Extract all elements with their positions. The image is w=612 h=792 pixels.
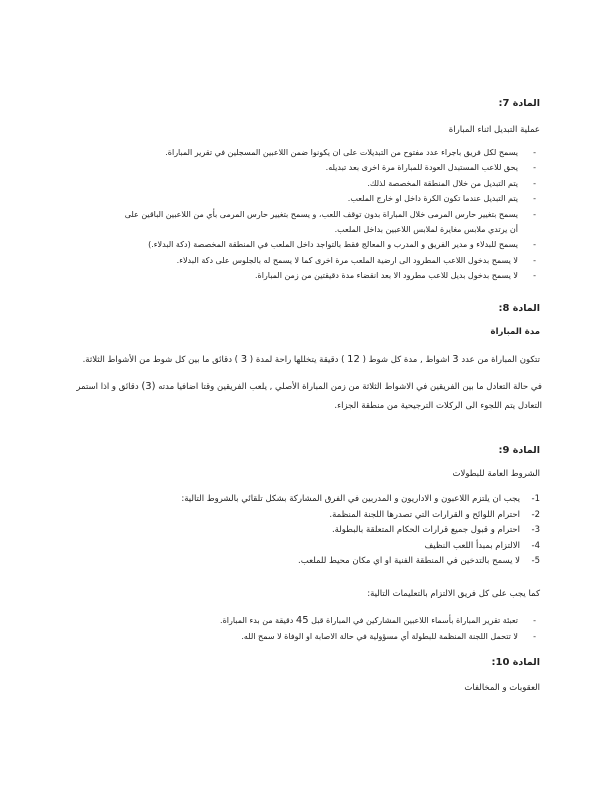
list-item: - يسمح بتغيير حارس المرمى خلال المباراة بدون توقف اللعب، و يسمح بتغيير حارس المرمى بأي من اللاعبين الباقين على أن يرتدي ملابس مغايرة لملابس اللاعبين بداخل الملعب. xyxy=(70,207,540,238)
list-item: - لا يسمح بدخول اللاعب المطرود الى ارضية الملعب مرة اخرى كما لا يسمح له بالجلوس على دكة البدلاء. xyxy=(70,253,540,268)
article-9-list-2 xyxy=(70,612,540,644)
article-8-number: 8: xyxy=(498,303,510,314)
article-9-note: كما يجب على كل فريق الالتزام بالتعليمات التالية: xyxy=(367,589,540,599)
article-10-number: 10: xyxy=(491,657,510,668)
list-item: - يسمح لكل فريق باجراء عدد مفتوح من التبديلات على ان يكونوا ضمن اللاعبين المسجلين في تقرير المباراة. xyxy=(70,145,540,160)
list-item: -1 يجب ان يلتزم اللاعبون و الاداريون و المدربين في الفرق المشاركة بشكل تلقائي بالشروط التالية: xyxy=(181,494,540,504)
list-item: -4 الالتزام بمبدأ اللعب النظيف xyxy=(424,540,540,551)
article-9-list xyxy=(70,492,540,570)
article-9-heading xyxy=(70,445,540,456)
article-7-list xyxy=(70,145,540,284)
list-item-continuation: أن يرتدي ملابس مغايرة لملابس اللاعبين بداخل الملعب. xyxy=(334,225,518,235)
article-7-heading xyxy=(70,98,540,109)
article-8-heading xyxy=(70,303,540,314)
article-8-subtitle: مدة المباراة xyxy=(490,327,540,337)
list-item: - يسمح للبدلاء و مدير الفريق و المدرب و المعالج فقط بالتواجد داخل الملعب في المنطقة المخصصة (دكة البدلاء.) xyxy=(70,237,540,252)
list-item: - يحق للاعب المستبدل العودة للمباراة مرة اخرى بعد تبديله. xyxy=(70,160,540,175)
list-item: - تعبئة تقرير المباراة بأسماء اللاعبين المشاركين في المباراة قبل 45 دقيقة من بدء المباراة. xyxy=(70,612,540,629)
article-7-title: المادة xyxy=(512,98,540,109)
article-9-subtitle: الشروط العامة للبطولات xyxy=(452,469,540,479)
list-item: - يتم التبديل عندما تكون الكرة داخل او خارج الملعب. xyxy=(70,191,540,206)
list-item: -5 لا يسمح بالتدخين في المنطقة الفنية او اي مكان محيط للملعب. xyxy=(298,556,540,567)
list-item: -2 احترام اللوائح و القرارات التي تصدرها اللجنة المنظمة. xyxy=(329,509,540,520)
article-9-title: المادة xyxy=(512,445,540,456)
list-item: - لا يسمح بدخول بديل للاعب مطرود الا بعد انقضاء مدة دقيقتين من زمن المباراة. xyxy=(70,268,540,283)
list-item: - يتم التبديل من خلال المنطقة المخصصة لذلك. xyxy=(70,176,540,191)
article-7-subtitle: عملية التبديل اثناء المباراة xyxy=(448,125,540,135)
article-10-title: المادة xyxy=(512,657,540,668)
article-10-subtitle: العقوبات و المخالفات xyxy=(464,683,540,693)
article-10-heading xyxy=(70,657,540,668)
article-9-number: 9: xyxy=(498,445,510,456)
article-8-title: المادة xyxy=(512,303,540,314)
article-7-number: 7: xyxy=(498,98,510,109)
article-8-paragraph-1: تتكون المباراة من عدد 3 اشواط , مدة كل شوط ( 12 ) دقيقة يتخللها راحة لمدة ( 3 ) دقائق ما بين كل شوط من الأشواط الثلاثة. xyxy=(82,354,540,365)
list-item: - لا تتحمل اللجنة المنظمة للبطولة أي مسؤولية في حالة الاصابة او الوفاة لا سمح الله. xyxy=(70,629,540,644)
list-item: -3 احترام و قبول جميع قرارات الحكام المتعلقة بالبطولة. xyxy=(331,525,540,536)
article-8-paragraph-2: في حالة التعادل ما بين الفريقين في الاشواط الثلاثة من زمن المباراة الأصلي , يلعب الفريقين وقتا اضافيا مدته (3) دقائق و اذا استمر التعادل يتم اللجوء الى الركلات الترجيحية من منطقة الجزاء. xyxy=(76,381,542,411)
